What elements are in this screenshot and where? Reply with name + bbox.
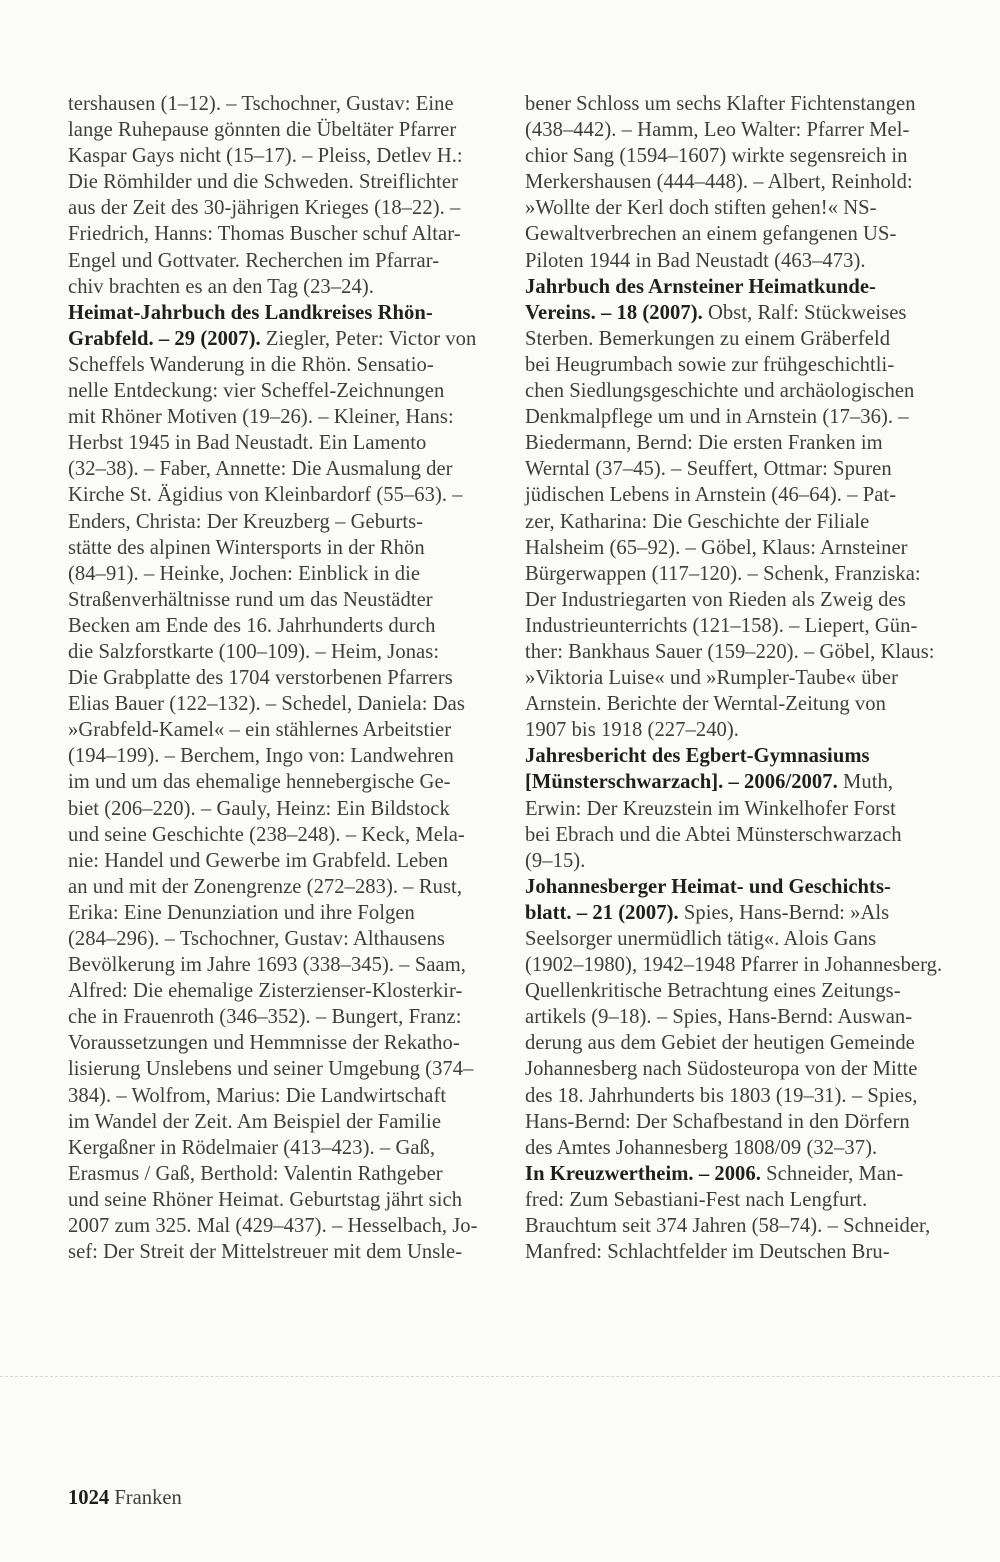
text-line [68,509,492,535]
text-line [525,352,950,378]
text-segment: Scheffels Wanderung in die Rhön. Sensatio- [68,353,434,376]
text-line [525,482,950,508]
text-segment: Johannesberg nach Südosteuropa von der Mitte [525,1058,918,1081]
text-line [525,1109,950,1135]
text-segment: Straßenverhältnisse rund um das Neustädter [68,588,433,611]
text-line [68,796,492,822]
text-line [525,404,950,430]
text-line [68,1004,492,1030]
journal-title: In Kreuzwertheim. – 2006. [525,1162,761,1185]
text-line [68,378,492,404]
text-segment: Manfred: Schlachtfelder im Deutschen Bru- [525,1241,890,1264]
text-line [525,717,950,743]
text-line [68,691,492,717]
text-line [525,195,950,221]
running-title: Franken [114,1487,182,1509]
text-segment: die Salzforstkarte (100–109). – Heim, Jonas: [68,640,440,663]
text-segment: stätte des alpinen Wintersports in der Rhön [68,536,425,559]
text-line [68,561,492,587]
text-line [68,1030,492,1056]
text-segment: Becken am Ende des 16. Jahrhunderts durch [68,614,436,637]
text-segment: (284–296). – Tschochner, Gustav: Althausens [68,928,445,950]
text-segment: Ziegler, Peter: Victor von [260,327,477,350]
text-line [525,274,950,300]
text-line [68,404,492,430]
text-line [525,900,950,926]
text-segment: chiv brachten es an den Tag (23–24). [68,275,374,298]
text-line [525,561,950,587]
text-segment: Biedermann, Bernd: Die ersten Franken im [525,432,883,455]
text-segment: Arnstein. Berichte der Werntal-Zeitung von [525,693,886,716]
text-segment: (32–38). – Faber, Annette: Die Ausmalung der [68,458,453,481]
text-segment: Spies, Hans-Bernd: »Als [678,901,890,924]
text-line [68,221,492,247]
text-line [68,717,492,743]
text-segment: »Viktoria Luise« und »Rumpler-Taube« über [525,667,898,690]
journal-title: Vereins. – 18 (2007). [525,301,703,324]
text-line [68,352,492,378]
text-line [525,639,950,665]
text-segment: Erasmus / Gaß, Berthold: Valentin Rathgeber [68,1162,443,1185]
text-segment: Brauchtum seit 374 Jahren (58–74). – Schneider, [525,1215,931,1238]
text-line [68,1161,492,1187]
text-line [525,509,950,535]
text-segment: Obst, Ralf: Stückweises [702,301,907,324]
text-segment: derung aus dem Gebiet der heutigen Gemeinde [525,1032,915,1055]
text-segment: Die Römhilder und die Schweden. Streiflichter [68,171,459,194]
text-line [68,91,492,117]
text-line [68,978,492,1004]
text-line [68,535,492,561]
text-line [68,587,492,613]
text-line [68,665,492,691]
journal-title: Heimat-Jahrbuch des Landkreises Rhön- [68,301,433,324]
text-segment: Herbst 1945 in Bad Neustadt. Ein Lamento [68,432,427,455]
text-line [525,848,950,874]
text-line [68,1187,492,1213]
text-line [525,143,950,169]
text-segment: Sterben. Bemerkungen zu einem Gräberfeld [525,327,891,350]
text-line [525,1161,950,1187]
text-line [68,300,492,326]
text-segment: sef: Der Streit der Mittelstreuer mit dem Unsle- [68,1241,463,1264]
text-segment: und seine Rhöner Heimat. Geburtstag jährt sich [68,1188,463,1211]
text-line [68,822,492,848]
text-segment: Alfred: Die ehemalige Zisterzienser-Klosterkir- [68,980,463,1003]
text-segment: an und mit der Zonengrenze (272–283). – Rust, [68,875,463,898]
text-segment: Voraussetzungen und Hemmnisse der Rekatho- [68,1032,460,1055]
text-segment: Merkershausen (444–448). – Albert, Reinhold: [525,171,913,194]
journal-title: Johannesberger Heimat- und Geschichts- [525,875,891,898]
text-segment: Bevölkerung im Jahre 1693 (338–345). – Saam, [68,954,466,977]
text-segment: bei Ebrach und die Abtei Münsterschwarzach [525,823,902,846]
text-segment: zer, Katharina: Die Geschichte der Filiale [525,510,870,533]
text-segment: Piloten 1944 in Bad Neustadt (463–473). [525,249,866,272]
text-segment: Kirche St. Ägidius von Kleinbardorf (55–63). – [68,484,463,507]
text-segment: Muth, [837,771,894,794]
text-line [68,926,492,952]
text-segment: Kaspar Gays nicht (15–17). – Pleiss, Detlev H.: [68,145,463,168]
text-line [68,326,492,352]
right-column [525,91,950,1265]
text-line [68,482,492,508]
journal-title: Grabfeld. – 29 (2007). [68,327,261,350]
text-line [525,926,950,952]
text-line [68,248,492,274]
text-line [525,1213,950,1239]
text-line [68,900,492,926]
text-segment: fred: Zum Sebastiani-Fest nach Lengfurt. [525,1188,868,1211]
journal-title: Jahrbuch des Arnsteiner Heimatkunde- [525,275,876,298]
text-segment: 384). – Wolfrom, Marius: Die Landwirtschaft [68,1084,447,1107]
text-segment: des Amtes Johannesberg 1808/09 (32–37). [525,1136,878,1159]
text-line [525,117,950,143]
text-line [525,430,950,456]
text-line [68,169,492,195]
text-segment: und seine Geschichte (238–248). – Keck, Mela- [68,823,465,846]
text-line [68,1109,492,1135]
text-segment: »Grabfeld-Kamel« – ein stählernes Arbeitstier [68,719,452,742]
text-segment: Die Grabplatte des 1704 verstorbenen Pfarrers [68,667,453,690]
journal-title: Jahresbericht des Egbert-Gymnasiums [525,745,870,768]
text-segment: Enders, Christa: Der Kreuzberg – Geburts- [68,510,424,533]
text-segment: mit Rhöner Motiven (19–26). – Kleiner, Hans: [68,406,454,429]
text-segment: chior Sang (1594–1607) wirkte segensreich in [525,145,908,168]
text-segment: artikels (9–18). – Spies, Hans-Bernd: Auswan- [525,1006,913,1029]
text-segment: Quellenkritische Betrachtung eines Zeitungs- [525,980,901,1003]
text-segment: im und um das ehemalige hennebergische Ge- [68,771,451,794]
text-line [68,1056,492,1082]
text-line [525,874,950,900]
text-segment: (1902–1980), 1942–1948 Pfarrer in Johannesberg. [525,954,943,977]
text-segment: Gewaltverbrechen an einem gefangenen US- [525,223,897,246]
text-segment: 1907 bis 1918 (227–240). [525,719,739,742]
text-segment: Halsheim (65–92). – Göbel, Klaus: Arnsteiner [525,536,908,559]
text-line [525,300,950,326]
text-segment: lisierung Unslebens und seiner Umgebung (374– [68,1058,474,1081]
text-line [525,796,950,822]
text-segment: Schneider, Man- [760,1162,904,1185]
text-line [525,743,950,769]
text-line [68,1239,492,1265]
text-segment: Erwin: Der Kreuzstein im Winkelhofer Forst [525,797,896,820]
text-line [68,1083,492,1109]
text-segment: 2007 zum 325. Mal (429–437). – Hesselbach, Jo- [68,1215,478,1238]
page-footer [68,1485,182,1511]
text-line [68,874,492,900]
text-line [525,952,950,978]
journal-title: blatt. – 21 (2007). [525,901,679,924]
text-line [68,848,492,874]
text-segment: Kergaßner in Rödelmaier (413–423). – Gaß, [68,1136,436,1159]
text-segment: »Wollte der Kerl doch stiften gehen!« NS- [525,197,877,220]
text-segment: che in Frauenroth (346–352). – Bungert, Franz: [68,1006,462,1029]
text-line [68,769,492,795]
text-line [525,91,950,117]
text-segment: Bürgerwappen (117–120). – Schenk, Franziska: [525,562,921,585]
text-segment: Industrieunterrichts (121–158). – Liepert, Gün- [525,614,918,637]
text-segment: des 18. Jahrhunderts bis 1803 (19–31). – Spies, [525,1084,918,1107]
text-segment: ther: Bankhaus Sauer (159–220). – Göbel, Klaus: [525,640,935,663]
text-line [525,613,950,639]
text-line [68,613,492,639]
text-line [525,1004,950,1030]
text-line [68,952,492,978]
text-line [68,430,492,456]
text-segment: (438–442). – Hamm, Leo Walter: Pfarrer Mel- [525,119,910,142]
text-line [525,978,950,1004]
text-line [525,1030,950,1056]
text-line [525,456,950,482]
text-line [525,248,950,274]
text-segment: Seelsorger unermüdlich tätig«. Alois Gans [525,928,877,950]
text-line [525,169,950,195]
text-line [525,378,950,404]
text-segment: Werntal (37–45). – Seuffert, Ottmar: Spuren [525,458,892,481]
text-line [525,326,950,352]
text-line [68,456,492,482]
text-segment: nie: Handel und Gewerbe im Grabfeld. Leben [68,849,449,872]
text-segment: im Wandel der Zeit. Am Beispiel der Familie [68,1110,442,1133]
text-segment: bener Schloss um sechs Klafter Fichtenstangen [525,93,916,115]
text-line [525,1056,950,1082]
text-segment: tershausen (1–12). – Tschochner, Gustav: Eine [68,93,454,115]
text-line [525,1239,950,1265]
text-line [68,743,492,769]
text-line [525,221,950,247]
text-line [68,274,492,300]
text-segment: Hans-Bernd: Der Schafbestand in den Dörfern [525,1110,910,1133]
text-line [525,1187,950,1213]
text-segment: jüdischen Lebens in Arnstein (46–64). – Pat- [525,484,897,507]
text-segment: chen Siedlungsgeschichte und archäologischen [525,380,915,403]
text-line [68,1213,492,1239]
text-segment: (84–91). – Heinke, Jochen: Einblick in die [68,562,421,585]
text-line [68,195,492,221]
text-line [525,535,950,561]
text-line [68,1135,492,1161]
text-segment: Elias Bauer (122–132). – Schedel, Daniela: Das [68,693,465,716]
text-segment: Der Industriegarten von Rieden als Zweig des [525,588,906,611]
text-segment: Denkmalpflege um und in Arnstein (17–36). – [525,406,909,429]
text-line [68,143,492,169]
text-line [525,1083,950,1109]
text-segment: Erika: Eine Denunziation und ihre Folgen [68,901,415,924]
text-segment: Engel und Gottvater. Recherchen im Pfarrar- [68,249,440,272]
journal-title: [Münsterschwarzach]. – 2006/2007. [525,771,838,794]
text-line [525,587,950,613]
text-line [525,1135,950,1161]
text-line [68,117,492,143]
text-segment: Friedrich, Hanns: Thomas Buscher schuf Altar- [68,223,461,246]
text-line [525,769,950,795]
text-segment: aus der Zeit des 30-jährigen Krieges (18–22). – [68,197,461,220]
text-segment: bei Heugrumbach sowie zur frühgeschichtli- [525,353,895,376]
text-segment: lange Ruhepause gönnten die Übeltäter Pfarrer [68,119,457,142]
text-line [525,822,950,848]
left-column [68,91,492,1265]
text-segment: biet (206–220). – Gauly, Heinz: Ein Bildstock [68,797,450,820]
page-number: 1024 [68,1487,110,1509]
text-line [525,665,950,691]
text-line [68,639,492,665]
text-segment: (9–15). [525,849,586,872]
page-divider [0,1376,1000,1377]
text-segment: nelle Entdeckung: vier Scheffel-Zeichnungen [68,380,445,403]
text-line [525,691,950,717]
text-segment: (194–199). – Berchem, Ingo von: Landwehren [68,745,454,768]
